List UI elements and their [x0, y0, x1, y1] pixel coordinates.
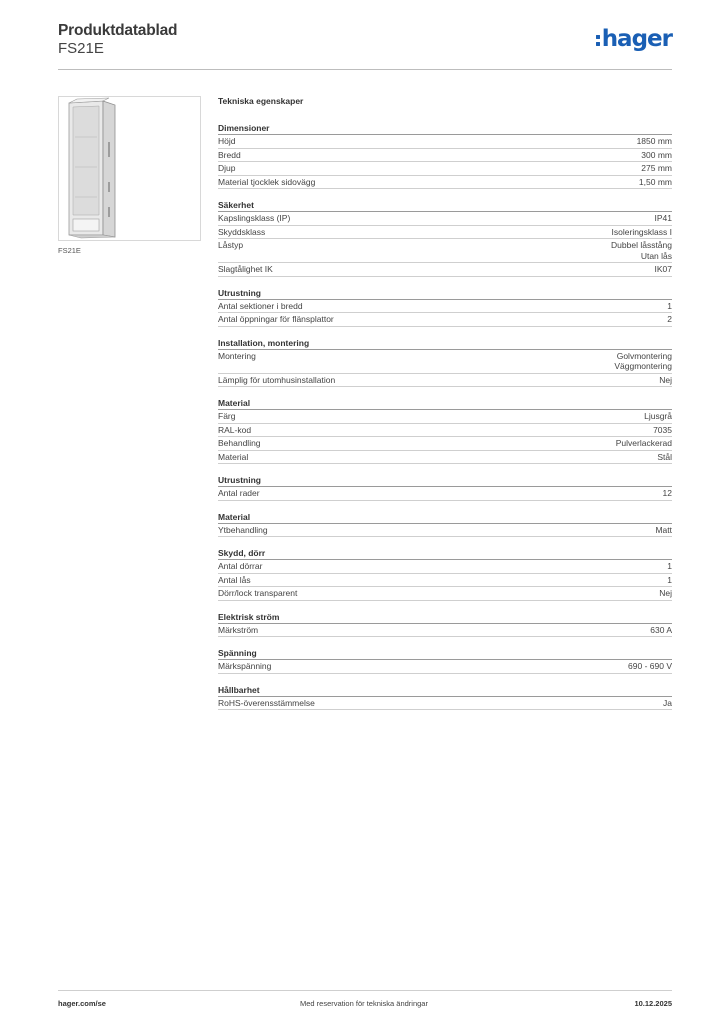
spec-row	[218, 574, 672, 588]
spec-value-line: Matt	[655, 524, 672, 535]
spec-row	[218, 524, 672, 538]
spec-value	[657, 452, 672, 463]
section-title: Utrustning	[218, 474, 672, 487]
spec-value	[667, 561, 672, 572]
spec-value	[659, 588, 672, 599]
spec-value	[650, 625, 672, 636]
spec-value-line: 275 mm	[641, 163, 672, 173]
spec-value-line: 1	[667, 561, 672, 571]
spec-row	[218, 300, 672, 314]
spec-label: Låstyp	[218, 240, 244, 250]
spec-value	[663, 488, 672, 499]
spec-label: Märkström	[218, 624, 259, 635]
spec-value	[637, 136, 672, 147]
spec-value	[641, 150, 672, 161]
spec-value	[655, 213, 673, 224]
technical-specifications	[218, 96, 672, 720]
spec-section	[218, 547, 672, 601]
spec-row	[218, 350, 672, 374]
spec-row	[218, 239, 672, 263]
spec-row	[218, 587, 672, 601]
spec-label: Färg	[218, 411, 236, 421]
spec-label: Slagtålighet IK	[218, 264, 273, 274]
specs-heading: Tekniska egenskaper	[218, 96, 304, 106]
enclosure-cabinet-icon	[59, 97, 202, 242]
spec-label: Antal rader	[218, 488, 260, 498]
spec-value-line: 1	[667, 300, 672, 311]
spec-row	[218, 487, 672, 501]
product-code: FS21E	[58, 40, 104, 57]
spec-label: RoHS-överensstämmelse	[218, 697, 315, 708]
spec-label: Material tjocklek sidovägg	[218, 176, 316, 187]
section-title: Säkerhet	[218, 199, 672, 212]
spec-value	[614, 351, 672, 372]
spec-label: Behandling	[218, 438, 261, 448]
spec-value	[611, 240, 672, 261]
spec-label: Höjd	[218, 136, 236, 146]
spec-value-line: Dubbel låsstång	[611, 240, 672, 250]
spec-label: Skyddsklass	[218, 226, 266, 237]
spec-row	[218, 176, 672, 190]
spec-row	[218, 374, 672, 388]
spec-section	[218, 611, 672, 638]
section-title: Installation, montering	[218, 337, 672, 350]
spec-value-line: Ljusgrå	[644, 411, 672, 421]
spec-value	[663, 698, 672, 709]
spec-value	[612, 227, 672, 238]
spec-label: RAL-kod	[218, 424, 252, 435]
section-title: Elektrisk ström	[218, 611, 672, 624]
spec-value	[616, 438, 672, 449]
spec-value	[655, 525, 672, 536]
spec-value	[644, 411, 672, 422]
spec-section	[218, 337, 672, 388]
spec-row	[218, 624, 672, 638]
spec-label: Antal öppningar för flänsplattor	[218, 314, 334, 324]
spec-value-line: Nej	[659, 588, 672, 598]
spec-value-line: IK07	[654, 264, 672, 274]
spec-value-line: Ja	[663, 697, 672, 708]
spec-section	[218, 397, 672, 464]
spec-value-line: Nej	[659, 374, 672, 385]
spec-label: Dörr/lock transparent	[218, 588, 298, 598]
spec-value	[628, 661, 672, 672]
spec-value-line: 630 A	[650, 624, 672, 635]
footer-date: 10.12.2025	[634, 999, 672, 1008]
spec-label: Antal lås	[218, 574, 251, 585]
spec-section	[218, 511, 672, 538]
spec-value	[659, 375, 672, 386]
section-title: Dimensioner	[218, 122, 672, 135]
spec-row	[218, 560, 672, 574]
spec-sections	[218, 122, 672, 710]
spec-value-line: Stål	[657, 451, 672, 462]
spec-value-line: Golvmontering	[616, 350, 672, 361]
spec-row	[218, 313, 672, 327]
page-header	[58, 22, 672, 70]
footer-website: hager.com/se	[58, 999, 106, 1008]
section-title: Hållbarhet	[218, 684, 672, 697]
spec-section	[218, 199, 672, 277]
section-title: Spänning	[218, 647, 672, 660]
spec-section	[218, 684, 672, 711]
spec-label: Antal sektioner i bredd	[218, 300, 303, 311]
spec-row	[218, 162, 672, 176]
document-title: Produktdatablad	[58, 22, 178, 39]
spec-value-line: 1,50 mm	[638, 176, 672, 187]
spec-value-line: 300 mm	[641, 149, 672, 160]
spec-value-line: IP41	[654, 213, 672, 223]
spec-label: Montering	[218, 350, 256, 361]
spec-label: Märkspänning	[218, 661, 272, 671]
section-title: Skydd, dörr	[218, 547, 672, 560]
spec-value	[641, 163, 672, 174]
logo-text: hager	[601, 26, 672, 52]
spec-value	[653, 425, 672, 436]
spec-label: Ytbehandling	[218, 524, 268, 535]
spec-section	[218, 474, 672, 501]
spec-label: Djup	[218, 163, 236, 173]
spec-value-line: Isoleringsklass I	[611, 226, 672, 237]
spec-value	[667, 575, 672, 586]
section-title: Material	[218, 511, 672, 524]
spec-row	[218, 149, 672, 163]
spec-row	[218, 212, 672, 226]
spec-value-line: Utan lås	[640, 250, 672, 261]
spec-value	[667, 314, 672, 325]
spec-label: Bredd	[218, 149, 241, 160]
spec-value-line: 12	[662, 488, 672, 498]
spec-row	[218, 226, 672, 240]
page-footer	[58, 990, 672, 1014]
spec-value-line: 1	[667, 574, 672, 585]
logo-dots-icon	[596, 35, 600, 46]
spec-section	[218, 647, 672, 674]
product-image	[58, 96, 201, 241]
spec-row	[218, 437, 672, 451]
spec-label: Lämplig för utomhusinstallation	[218, 374, 336, 385]
spec-value-line: 690 - 690 V	[628, 661, 672, 671]
spec-section	[218, 287, 672, 327]
spec-row	[218, 660, 672, 674]
spec-value	[639, 177, 672, 188]
spec-value-line: 7035	[653, 424, 672, 435]
spec-value	[655, 264, 673, 275]
spec-value	[667, 301, 672, 312]
spec-row	[218, 263, 672, 277]
spec-value-line: 2	[667, 314, 672, 324]
spec-row	[218, 135, 672, 149]
spec-label: Kapslingsklass (IP)	[218, 213, 291, 223]
footer-disclaimer: Med reservation för tekniska ändringar	[300, 999, 428, 1008]
spec-value-line: 1850 mm	[636, 136, 672, 146]
spec-value-line: Väggmontering	[614, 361, 672, 371]
product-caption: FS21E	[58, 246, 81, 255]
spec-row	[218, 451, 672, 465]
spec-label: Antal dörrar	[218, 561, 263, 571]
spec-row	[218, 424, 672, 438]
spec-value-line: Pulverlackerad	[615, 438, 672, 448]
spec-label: Material	[218, 451, 249, 462]
spec-row	[218, 410, 672, 424]
hager-logo	[596, 28, 672, 51]
spec-section	[218, 122, 672, 189]
spec-row	[218, 697, 672, 711]
section-title: Material	[218, 397, 672, 410]
section-title: Utrustning	[218, 287, 672, 300]
